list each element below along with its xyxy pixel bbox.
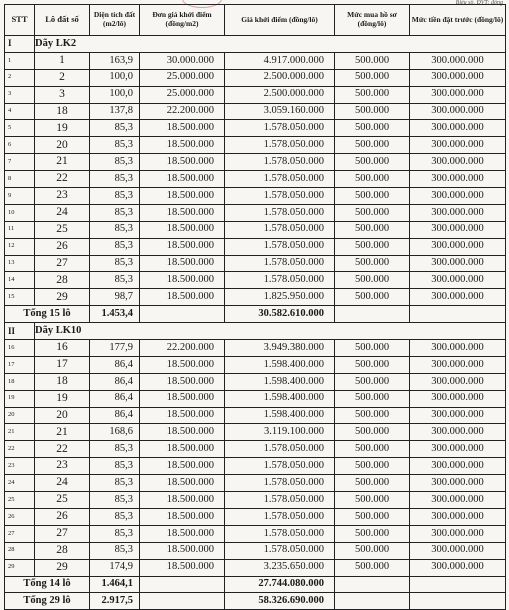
row-stt: 6: [5, 137, 35, 154]
row-area: 85,3: [90, 137, 140, 154]
row-unit-price: 18.500.000: [140, 508, 225, 525]
row-unit-price: 18.500.000: [140, 255, 225, 272]
row-lot-number: 2: [35, 69, 90, 86]
section-total-area: 1.453,4: [90, 306, 140, 323]
row-unit-price: 18.500.000: [140, 154, 225, 171]
row-deposit: 300.000.000: [410, 542, 506, 559]
row-area: 168,6: [90, 424, 140, 441]
row-area: 86,4: [90, 407, 140, 424]
row-deposit: 300.000.000: [410, 441, 506, 458]
table-row: [5, 289, 506, 306]
row-lot-number: 18: [35, 373, 90, 390]
section-total-empty: [410, 306, 506, 323]
row-fee: 500.000: [335, 492, 410, 509]
row-unit-price: 18.500.000: [140, 441, 225, 458]
row-deposit: 300.000.000: [410, 407, 506, 424]
row-start-price: 1.578.050.000: [225, 154, 335, 171]
row-area: 85,3: [90, 492, 140, 509]
row-fee: 500.000: [335, 407, 410, 424]
row-area: 85,3: [90, 204, 140, 221]
row-area: 177,9: [90, 340, 140, 357]
row-stt: 10: [5, 204, 35, 221]
row-unit-price: 18.500.000: [140, 238, 225, 255]
row-deposit: 300.000.000: [410, 52, 506, 69]
row-start-price: 1.825.950.000: [225, 289, 335, 306]
row-fee: 500.000: [335, 525, 410, 542]
row-area: 98,7: [90, 289, 140, 306]
row-fee: 500.000: [335, 86, 410, 103]
section-row: [5, 323, 506, 340]
row-start-price: 1.578.050.000: [225, 508, 335, 525]
row-start-price: 1.578.050.000: [225, 238, 335, 255]
row-stt: 19: [5, 390, 35, 407]
table-row: [5, 475, 506, 492]
table-row: [5, 390, 506, 407]
row-lot-number: 1: [35, 52, 90, 69]
row-fee: 500.000: [335, 221, 410, 238]
table-row: [5, 171, 506, 188]
grand-total-price: 58.326.690.000: [225, 593, 335, 610]
row-fee: 500.000: [335, 441, 410, 458]
grand-total-label: Tổng 29 lô: [5, 593, 90, 610]
row-lot-number: 17: [35, 356, 90, 373]
row-stt: 27: [5, 525, 35, 542]
row-fee: 500.000: [335, 340, 410, 357]
row-unit-price: 22.200.000: [140, 340, 225, 357]
table-row: [5, 272, 506, 289]
table-row: [5, 559, 506, 576]
row-area: 85,3: [90, 120, 140, 137]
row-start-price: 1.598.400.000: [225, 390, 335, 407]
header-row: [5, 5, 506, 36]
row-stt: 25: [5, 492, 35, 509]
row-fee: 500.000: [335, 154, 410, 171]
row-unit-price: 18.500.000: [140, 559, 225, 576]
section-name: Dãy LK2: [35, 36, 506, 53]
row-area: 85,3: [90, 475, 140, 492]
grand-total-empty: [410, 593, 506, 610]
row-fee: 500.000: [335, 373, 410, 390]
table-row: [5, 441, 506, 458]
row-deposit: 300.000.000: [410, 154, 506, 171]
row-start-price: 1.578.050.000: [225, 204, 335, 221]
section-total-row: [5, 576, 506, 593]
row-fee: 500.000: [335, 69, 410, 86]
row-fee: 500.000: [335, 458, 410, 475]
section-total-label: Tổng 15 lô: [5, 306, 90, 323]
row-fee: 500.000: [335, 289, 410, 306]
row-area: 85,3: [90, 154, 140, 171]
row-start-price: 1.578.050.000: [225, 120, 335, 137]
row-lot-number: 27: [35, 255, 90, 272]
row-deposit: 300.000.000: [410, 525, 506, 542]
row-area: 86,4: [90, 390, 140, 407]
row-unit-price: 18.500.000: [140, 373, 225, 390]
row-deposit: 300.000.000: [410, 204, 506, 221]
section-total-empty: [140, 576, 225, 593]
section-row: [5, 36, 506, 53]
row-stt: 17: [5, 356, 35, 373]
row-start-price: 3.949.380.000: [225, 340, 335, 357]
row-area: 100,0: [90, 86, 140, 103]
row-deposit: 300.000.000: [410, 508, 506, 525]
row-stt: 14: [5, 272, 35, 289]
row-start-price: 1.578.050.000: [225, 255, 335, 272]
row-start-price: 1.598.400.000: [225, 407, 335, 424]
section-total-empty: [335, 306, 410, 323]
row-deposit: 300.000.000: [410, 390, 506, 407]
row-stt: 28: [5, 542, 35, 559]
section-total-empty: [410, 576, 506, 593]
row-area: 163,9: [90, 52, 140, 69]
row-unit-price: 18.500.000: [140, 525, 225, 542]
row-lot-number: 24: [35, 475, 90, 492]
row-stt: 3: [5, 86, 35, 103]
row-lot-number: 20: [35, 137, 90, 154]
header-deposit: Mức tiền đặt trước (đồng/lô): [410, 5, 506, 36]
row-start-price: 2.500.000.000: [225, 86, 335, 103]
row-lot-number: 21: [35, 154, 90, 171]
row-unit-price: 18.500.000: [140, 221, 225, 238]
table-row: [5, 508, 506, 525]
table-row: [5, 340, 506, 357]
row-area: 85,3: [90, 441, 140, 458]
row-start-price: 1.578.050.000: [225, 492, 335, 509]
row-stt: 26: [5, 508, 35, 525]
row-area: 85,3: [90, 171, 140, 188]
row-lot-number: 26: [35, 508, 90, 525]
row-area: 85,3: [90, 542, 140, 559]
row-stt: 8: [5, 171, 35, 188]
row-unit-price: 18.500.000: [140, 424, 225, 441]
section-total-price: 30.582.610.000: [225, 306, 335, 323]
grand-total-empty: [140, 593, 225, 610]
row-start-price: 1.598.400.000: [225, 373, 335, 390]
section-total-row: [5, 306, 506, 323]
row-stt: 24: [5, 475, 35, 492]
table-row: [5, 542, 506, 559]
row-lot-number: 22: [35, 441, 90, 458]
row-lot-number: 25: [35, 492, 90, 509]
row-fee: 500.000: [335, 120, 410, 137]
row-area: 85,3: [90, 238, 140, 255]
table-row: [5, 356, 506, 373]
row-unit-price: 22.200.000: [140, 103, 225, 120]
row-stt: 1: [5, 52, 35, 69]
row-start-price: 1.578.050.000: [225, 542, 335, 559]
row-deposit: 300.000.000: [410, 137, 506, 154]
table-row: [5, 525, 506, 542]
row-fee: 500.000: [335, 238, 410, 255]
table-row: [5, 458, 506, 475]
row-deposit: 300.000.000: [410, 69, 506, 86]
row-stt: 12: [5, 238, 35, 255]
grand-total-area: 2.917,5: [90, 593, 140, 610]
row-lot-number: 29: [35, 559, 90, 576]
table-row: [5, 120, 506, 137]
table-row: [5, 221, 506, 238]
row-start-price: 1.598.400.000: [225, 356, 335, 373]
row-lot-number: 23: [35, 458, 90, 475]
row-stt: 11: [5, 221, 35, 238]
row-start-price: 1.578.050.000: [225, 441, 335, 458]
row-deposit: 300.000.000: [410, 475, 506, 492]
table-row: [5, 137, 506, 154]
row-unit-price: 18.500.000: [140, 204, 225, 221]
row-deposit: 300.000.000: [410, 171, 506, 188]
row-lot-number: 28: [35, 272, 90, 289]
row-start-price: 1.578.050.000: [225, 221, 335, 238]
table-row: [5, 492, 506, 509]
row-stt: 23: [5, 458, 35, 475]
row-stt: 5: [5, 120, 35, 137]
row-fee: 500.000: [335, 137, 410, 154]
table-row: [5, 373, 506, 390]
row-deposit: 300.000.000: [410, 103, 506, 120]
row-start-price: 3.059.160.000: [225, 103, 335, 120]
row-start-price: 1.578.050.000: [225, 137, 335, 154]
header-start-price: Giá khởi điểm (đồng/lô): [225, 5, 335, 36]
row-fee: 500.000: [335, 475, 410, 492]
row-start-price: 1.578.050.000: [225, 475, 335, 492]
table-row: [5, 52, 506, 69]
section-total-empty: [140, 306, 225, 323]
table-row: [5, 238, 506, 255]
row-stt: 18: [5, 373, 35, 390]
row-area: 85,3: [90, 272, 140, 289]
table-row: [5, 86, 506, 103]
row-stt: 22: [5, 441, 35, 458]
row-fee: 500.000: [335, 559, 410, 576]
table-row: [5, 407, 506, 424]
row-lot-number: 26: [35, 238, 90, 255]
header-fee: Mức mua hồ sơ (đồng/lô): [335, 5, 410, 36]
row-stt: 2: [5, 69, 35, 86]
section-number: II: [5, 323, 35, 340]
row-area: 85,3: [90, 525, 140, 542]
row-stt: 20: [5, 407, 35, 424]
row-fee: 500.000: [335, 356, 410, 373]
row-lot-number: 19: [35, 120, 90, 137]
table-body: [5, 36, 506, 610]
row-fee: 500.000: [335, 103, 410, 120]
row-deposit: 300.000.000: [410, 255, 506, 272]
row-stt: 16: [5, 340, 35, 357]
row-unit-price: 18.500.000: [140, 492, 225, 509]
table-row: [5, 103, 506, 120]
auction-lot-table: [4, 4, 506, 610]
section-total-empty: [335, 576, 410, 593]
row-deposit: 300.000.000: [410, 424, 506, 441]
row-unit-price: 18.500.000: [140, 458, 225, 475]
row-start-price: 2.500.000.000: [225, 69, 335, 86]
row-start-price: 1.578.050.000: [225, 458, 335, 475]
row-fee: 500.000: [335, 272, 410, 289]
row-area: 100,0: [90, 69, 140, 86]
row-unit-price: 25.000.000: [140, 69, 225, 86]
header-stt: STT: [5, 5, 35, 36]
row-deposit: 300.000.000: [410, 188, 506, 205]
row-stt: 7: [5, 154, 35, 171]
row-area: 137,8: [90, 103, 140, 120]
row-deposit: 300.000.000: [410, 289, 506, 306]
header-area: Diện tích đất (m2/lô): [90, 5, 140, 36]
table-row: [5, 255, 506, 272]
row-lot-number: 3: [35, 86, 90, 103]
row-unit-price: 18.500.000: [140, 542, 225, 559]
row-deposit: 300.000.000: [410, 221, 506, 238]
row-start-price: 1.578.050.000: [225, 272, 335, 289]
row-start-price: 1.578.050.000: [225, 525, 335, 542]
row-lot-number: 20: [35, 407, 90, 424]
header-lot: Lô đất số: [35, 5, 90, 36]
row-start-price: 1.578.050.000: [225, 188, 335, 205]
row-stt: 29: [5, 559, 35, 576]
row-stt: 15: [5, 289, 35, 306]
table-row: [5, 204, 506, 221]
row-lot-number: 16: [35, 340, 90, 357]
row-fee: 500.000: [335, 542, 410, 559]
row-lot-number: 29: [35, 289, 90, 306]
row-area: 85,3: [90, 255, 140, 272]
row-fee: 500.000: [335, 508, 410, 525]
row-unit-price: 18.500.000: [140, 289, 225, 306]
row-lot-number: 25: [35, 221, 90, 238]
row-fee: 500.000: [335, 204, 410, 221]
row-lot-number: 21: [35, 424, 90, 441]
row-stt: 21: [5, 424, 35, 441]
row-start-price: 3.119.100.000: [225, 424, 335, 441]
row-area: 85,3: [90, 188, 140, 205]
row-lot-number: 23: [35, 188, 90, 205]
section-total-area: 1.464,1: [90, 576, 140, 593]
row-start-price: 4.917.000.000: [225, 52, 335, 69]
grand-total-row: [5, 593, 506, 610]
row-stt: 9: [5, 188, 35, 205]
row-deposit: 300.000.000: [410, 340, 506, 357]
row-unit-price: 18.500.000: [140, 137, 225, 154]
row-deposit: 300.000.000: [410, 492, 506, 509]
section-total-price: 27.744.080.000: [225, 576, 335, 593]
row-start-price: 1.578.050.000: [225, 171, 335, 188]
section-name: Dãy LK10: [35, 323, 506, 340]
row-unit-price: 18.500.000: [140, 390, 225, 407]
row-area: 86,4: [90, 373, 140, 390]
row-area: 85,3: [90, 221, 140, 238]
table-row: [5, 188, 506, 205]
grand-total-empty: [335, 593, 410, 610]
table-row: [5, 154, 506, 171]
header-unit-price: Đơn giá khởi điểm (đồng/m2): [140, 5, 225, 36]
row-fee: 500.000: [335, 390, 410, 407]
row-unit-price: 18.500.000: [140, 120, 225, 137]
row-area: 174,9: [90, 559, 140, 576]
row-unit-price: 18.500.000: [140, 272, 225, 289]
row-deposit: 300.000.000: [410, 559, 506, 576]
row-lot-number: 28: [35, 542, 90, 559]
row-area: 85,3: [90, 508, 140, 525]
row-deposit: 300.000.000: [410, 458, 506, 475]
section-total-label: Tổng 14 lô: [5, 576, 90, 593]
row-unit-price: 18.500.000: [140, 171, 225, 188]
row-lot-number: 24: [35, 204, 90, 221]
row-fee: 500.000: [335, 52, 410, 69]
row-unit-price: 18.500.000: [140, 356, 225, 373]
row-stt: 4: [5, 103, 35, 120]
section-number: I: [5, 36, 35, 53]
row-area: 86,4: [90, 356, 140, 373]
row-lot-number: 18: [35, 103, 90, 120]
row-stt: 13: [5, 255, 35, 272]
row-fee: 500.000: [335, 171, 410, 188]
row-start-price: 3.235.650.000: [225, 559, 335, 576]
row-fee: 500.000: [335, 424, 410, 441]
row-fee: 500.000: [335, 255, 410, 272]
row-deposit: 300.000.000: [410, 120, 506, 137]
row-deposit: 300.000.000: [410, 356, 506, 373]
row-lot-number: 22: [35, 171, 90, 188]
row-lot-number: 19: [35, 390, 90, 407]
row-unit-price: 18.500.000: [140, 475, 225, 492]
row-unit-price: 30.000.000: [140, 52, 225, 69]
row-deposit: 300.000.000: [410, 238, 506, 255]
row-deposit: 300.000.000: [410, 373, 506, 390]
row-unit-price: 18.500.000: [140, 407, 225, 424]
row-deposit: 300.000.000: [410, 86, 506, 103]
row-unit-price: 25.000.000: [140, 86, 225, 103]
row-deposit: 300.000.000: [410, 272, 506, 289]
row-lot-number: 27: [35, 525, 90, 542]
table-row: [5, 69, 506, 86]
table-row: [5, 424, 506, 441]
row-area: 85,3: [90, 458, 140, 475]
row-fee: 500.000: [335, 188, 410, 205]
row-unit-price: 18.500.000: [140, 188, 225, 205]
corner-note: Biểu số, ĐVT: đồng: [455, 0, 503, 6]
